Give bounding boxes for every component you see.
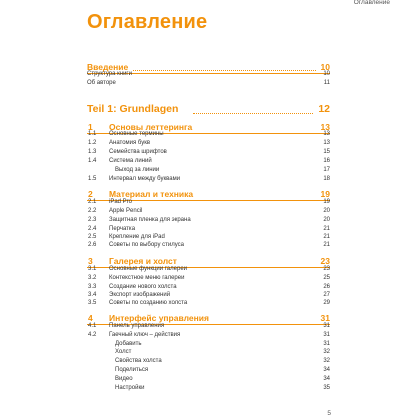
entry-number: 3.5 [88, 300, 97, 306]
entry-page: 34 [323, 367, 330, 373]
entry-label: Добавить [115, 341, 142, 347]
chapter-number: 3 [88, 256, 93, 266]
entry-page: 23 [323, 266, 330, 272]
entry-label: Контекстное меню галереи [109, 275, 185, 281]
entry-page: 10 [323, 71, 330, 77]
chapter-title: Галерея и холст [109, 256, 177, 266]
entry-number: 4.2 [88, 332, 97, 338]
entry-page: 19 [323, 199, 330, 205]
entry-page: 13 [323, 131, 330, 137]
entry-page: 31 [323, 341, 330, 347]
entry-number: 2.6 [88, 242, 97, 248]
toc-entry[interactable] [87, 366, 330, 375]
entry-page: 25 [323, 275, 330, 281]
entry-label: Интервал между буквами [109, 176, 181, 182]
entry-label: Структура книги [87, 71, 132, 77]
entry-number: 4.1 [88, 323, 97, 329]
section-title: Введение [87, 62, 129, 72]
entry-label: Выход за линии [115, 167, 160, 173]
entry-number: 3.2 [88, 275, 97, 281]
entry-page: 21 [323, 234, 330, 240]
running-header: Оглавление [353, 0, 390, 6]
entry-page: 11 [323, 80, 330, 86]
entry-label: Apple Pencil [109, 208, 143, 214]
entry-number: 2.3 [88, 217, 97, 223]
entry-label: Анатомия букв [109, 140, 151, 146]
entry-label: Основные функции галереи [109, 266, 188, 272]
chapter-title: Материал и техника [109, 189, 194, 199]
toc-entry[interactable] [87, 241, 330, 250]
toc-entry[interactable] [87, 357, 330, 366]
toc-entry[interactable] [87, 375, 330, 384]
toc-entry[interactable] [87, 216, 330, 225]
page-number: 5 [327, 410, 331, 417]
chapter-page: 19 [320, 189, 330, 199]
entry-label: iPad Pro [109, 199, 133, 205]
entry-label: Настройки [115, 385, 145, 391]
toc-entry[interactable] [87, 175, 330, 184]
toc-entry[interactable] [87, 157, 330, 166]
chapter-number: 4 [88, 313, 93, 323]
entry-page: 26 [323, 284, 330, 290]
entry-number: 2.5 [88, 234, 97, 240]
dot-leader [193, 113, 313, 114]
entry-label: Создание нового холста [109, 284, 177, 290]
entry-number: 1.1 [88, 131, 97, 137]
entry-label: Советы по выбору стилуса [109, 242, 184, 248]
entry-label: Перчатка [109, 226, 136, 232]
entry-page: 15 [323, 149, 330, 155]
entry-label: Об авторе [87, 80, 116, 86]
entry-number: 3.4 [88, 292, 97, 298]
entry-number: 1.2 [88, 140, 97, 146]
toc-entry[interactable] [87, 265, 330, 274]
chapter-page: 13 [320, 122, 330, 132]
entry-label: Семейства шрифтов [109, 149, 167, 155]
entry-page: 16 [323, 158, 330, 164]
entry-page: 27 [323, 292, 330, 298]
entry-label: Защитная пленка для экрана [109, 217, 191, 223]
entry-page: 18 [323, 176, 330, 182]
toc-entry[interactable] [87, 139, 330, 148]
entry-label: Основные термины [109, 131, 164, 137]
toc-entry[interactable] [87, 148, 330, 157]
entry-page: 29 [323, 300, 330, 306]
entry-page: 34 [323, 376, 330, 382]
entry-page: 21 [323, 226, 330, 232]
entry-page: 13 [323, 140, 330, 146]
entry-label: Гаечный ключ – действия [109, 332, 181, 338]
entry-label: Система линий [109, 158, 152, 164]
chapter-page: 31 [320, 313, 330, 323]
entry-label: Холст [115, 349, 132, 355]
toc-entry[interactable] [87, 70, 330, 79]
entry-number: 1.5 [88, 176, 97, 182]
entry-page: 32 [323, 349, 330, 355]
chapter-number: 2 [88, 189, 93, 199]
section-page: 10 [320, 62, 330, 72]
chapter-page: 23 [320, 256, 330, 266]
entry-number: 2.2 [88, 208, 97, 214]
chapter-title: Основы леттеринга [109, 122, 193, 132]
entry-number: 1.4 [88, 158, 97, 164]
entry-page: 31 [323, 332, 330, 338]
entry-label: Советы по созданию холста [109, 300, 188, 306]
entry-page: 20 [323, 217, 330, 223]
entry-page: 17 [323, 167, 330, 173]
toc-entry[interactable] [87, 207, 330, 216]
toc-entry[interactable] [87, 331, 330, 340]
toc-entry[interactable] [87, 348, 330, 357]
entry-label: Крепление для iPad [109, 234, 165, 240]
entry-page: 20 [323, 208, 330, 214]
entry-page: 35 [323, 385, 330, 391]
entry-page: 31 [323, 323, 330, 329]
entry-number: 3.3 [88, 284, 97, 290]
toc-part-heading[interactable] [87, 102, 330, 116]
entry-label: Панель управления [109, 323, 165, 329]
toc-entry[interactable] [87, 166, 330, 175]
entry-number: 1.3 [88, 149, 97, 155]
page-title: Оглавление [87, 11, 208, 33]
part-page: 12 [318, 103, 330, 115]
toc-entry[interactable] [87, 198, 330, 207]
entry-label: Поделиться [115, 367, 149, 373]
entry-label: Свойства холста [115, 358, 162, 364]
toc-entry[interactable] [87, 274, 330, 283]
entry-page: 21 [323, 242, 330, 248]
entry-number: 2.1 [88, 199, 97, 205]
toc-entry[interactable] [87, 130, 330, 139]
entry-label: Видео [115, 376, 133, 382]
toc-entry[interactable] [87, 299, 330, 308]
toc-entry[interactable] [87, 384, 330, 393]
toc-entry[interactable] [87, 79, 330, 88]
entry-number: 3.1 [88, 266, 97, 272]
toc-entry[interactable] [87, 322, 330, 331]
entry-page: 32 [323, 358, 330, 364]
entry-number: 2.4 [88, 226, 97, 232]
chapter-title: Интерфейс управления [109, 313, 209, 323]
part-title: Teil 1: Grundlagen [87, 103, 179, 115]
entry-label: Экспорт изображений [109, 292, 171, 298]
chapter-number: 1 [88, 122, 93, 132]
